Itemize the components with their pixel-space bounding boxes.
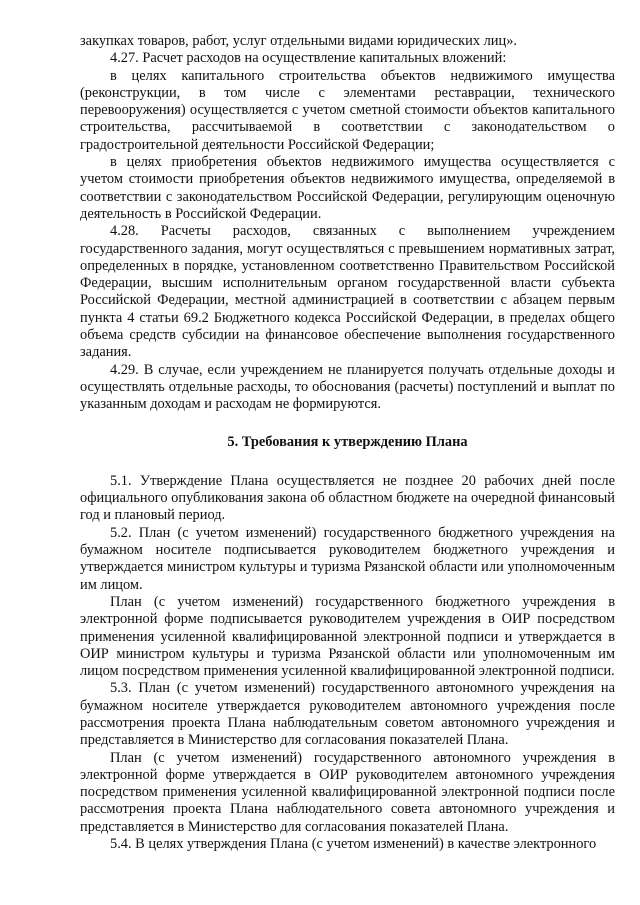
paragraph-5-2-electronic: План (с учетом изменений) государственного бюджетного учреждения в электронной форме подписывается руководителем учреждения в ОИР посредством применения усиленной квалифицированной электронной подписи и утверждается в ОИР министром культуры и туризма Рязанской области или уполномоченным им лицом посредством применения усиленной квалифицированной электронной подписи. [80,593,615,680]
paragraph-capital-construction: в целях капитального строительства объектов недвижимого имущества (реконструкции, в том числе с элементами реставрации, технического перевооружения) осуществляется с учетом сметной стоимости объектов капитального строительства, рассчитываемой в соответствии с законодательством о градостроительной деятельности Российской Федерации; [80,67,615,153]
paragraph-5-4: 5.4. В целях утверждения Плана (с учетом изменений) в качестве электронного [110,836,597,853]
paragraph-5-1: 5.1. Утверждение Плана осуществляется не позднее 20 рабочих дней после официального опубликования закона об областном бюджете на очередной финансовый год и плановый период. [80,472,615,524]
section-heading: 5. Требования к утверждению Плана [227,433,468,450]
paragraph-4-27: 4.27. Расчет расходов на осуществление капитальных вложений: [110,50,507,67]
paragraph-5-2: 5.2. План (с учетом изменений) государственного бюджетного учреждения на бумажном носителе подписывается руководителем бюджетного учреждения и утверждается министром культуры и туризма Рязанской области или уполномоченным им лицом. [80,524,615,593]
document-page [80,33,615,853]
paragraph-5-3-electronic: План (с учетом изменений) государственного автономного учреждения в электронной форме утверждается в ОИР руководителем автономного учреждения посредством применения усиленной квалифицированной электронной подписи после рассмотрения проекта Плана наблюдательного совета автономного учреждения и представляется в Министерство для согласования показателей Плана. [80,749,615,835]
paragraph-4-29: 4.29. В случае, если учреждением не планируется получать отдельные доходы и осуществлять отдельные расходы, то обоснования (расчеты) поступлений и выплат по указанным доходам и расходам не формируются. [80,361,615,413]
paragraph-real-estate-acquisition: в целях приобретения объектов недвижимого имущества осуществляется с учетом стоимости приобретения объектов недвижимого имущества, определяемой в соответствии с законодательством Российской Федерации, регулирующим оценочную деятельность в Российской Федерации. [80,154,615,222]
paragraph-continuation: закупках товаров, работ, услуг отдельными видами юридических лиц». [80,33,517,49]
paragraph-5-3: 5.3. План (с учетом изменений) государственного автономного учреждения на бумажном носителе утверждается руководителем автономного учреждения после рассмотрения проекта Плана наблюдательным советом автономного учреждения и представляется в Министерство для согласования показателей Плана. [80,680,615,749]
paragraph-4-28: 4.28. Расчеты расходов, связанных с выполнением учреждением государственного задания, могут осуществляться с превышением нормативных затрат, определенных в порядке, установленном соответственно Правительством Российской Федерации, высшим исполнительным органом государственной власти субъекта Российской Федерации, местной администрацией в соответствии с абзацем первым пункта 4 статьи 69.2 Бюджетного кодекса Российской Федерации, в пределах общего объема средств субсидии на финансовое обеспечение выполнения государственного задания. [80,223,615,361]
